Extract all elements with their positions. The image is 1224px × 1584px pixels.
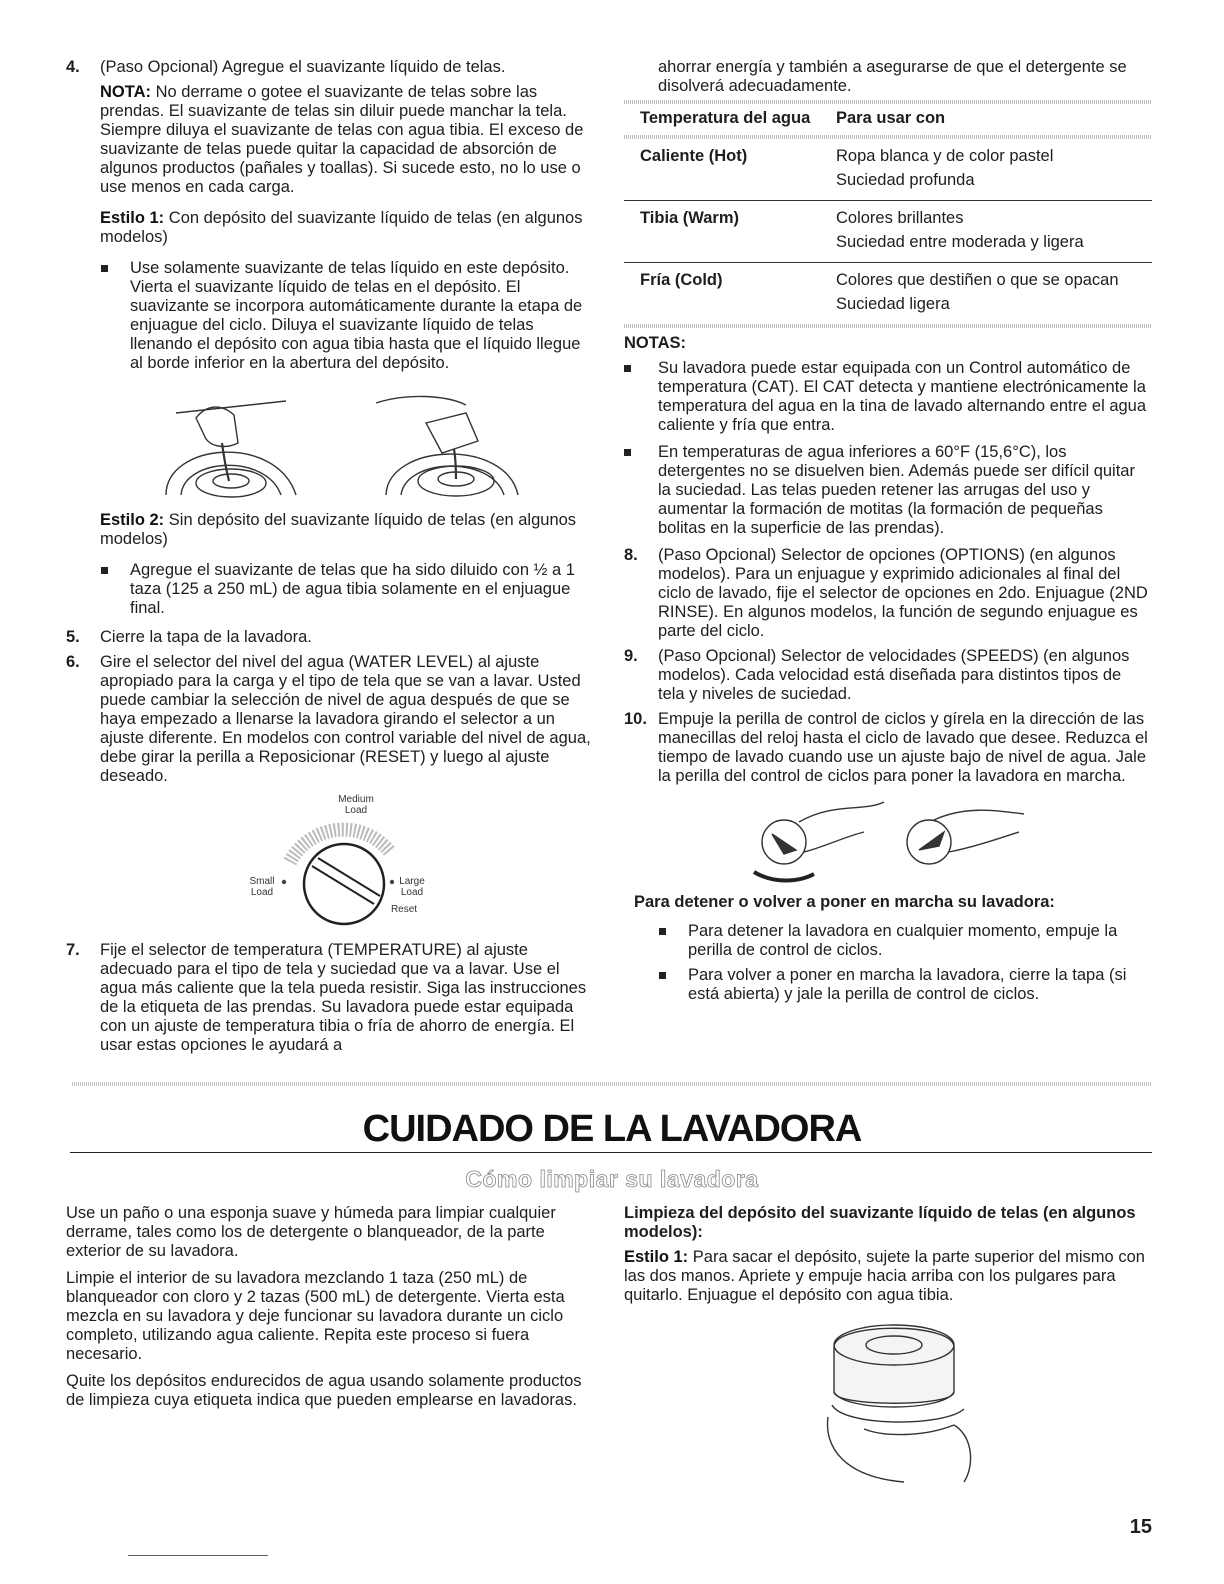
nota-1: Su lavadora puede estar equipada con un Control automático de temperatura (CAT). El CAT detecta y mantiene electrónicamente la temperatura del agua en la tina de lavado alternando entre el agua caliente y fría que entra. — [624, 359, 1152, 435]
page-number: 15 — [1129, 1516, 1152, 1538]
notas-heading: NOTAS: — [624, 334, 687, 352]
section-divider — [72, 1082, 1152, 1086]
table-bottom-divider — [624, 324, 1152, 328]
estilo2-bullet: Agregue el suavizante de telas que ha sido diluido con ½ a 1 taza (125 a 250 mL) de agua tibia solamente en el enjuague final. — [66, 561, 594, 618]
softener-pour-illustration — [126, 383, 586, 503]
step-5: 5. Cierre la tapa de la lavadora. — [66, 628, 312, 646]
step-4: 4. (Paso Opcional) Agregue el suavizante líquido de telas. — [66, 58, 506, 76]
right-column: ahorrar energía y también a asegurarse de que el detergente se disolverá adecuadamente. Temperatura del agua Para usar con Caliente (Hot) Ropa blanca y de color pastel Suciedad profunda Tibia (Warm) Colores brillantes Suciedad entre moderada y ligera Fría (Cold) Colores que destiñen o que se opacan Suciedad ligera NOTAS: Su lavadora puede estar equipada con un Control automático de temperatura (CAT). El CAT detecta y mantiene electrónicamente la temperatura del agua en la tina de lavado alternando entre el agua caliente y fría que entra. En temperaturas de agua inferiores a 60°F (15,6°C), los detergentes no se disuelven bien. Además puede ser difícil quitar la suciedad. Las telas pueden retener las arrugas del uso y aumentar la formación de motitas (la formación de pequeñas bolitas en la superficie de las prendas). 8. (Paso Opcional) Selector de opciones (OPTIONS) (en algunos modelos). Para un enjuague y exprimido adicionales al final del ciclo de lavado, fije el selector de opciones en 2do. Enjuague (2ND RINSE). En algunos modelos, la función de segundo enjuague es parte del ciclo. 9. (Paso Opcional) Selector de velocidades (SPEEDS) (en algunos modelos). Cada velocidad está diseñada para distintos tipos de tela y niveles de suciedad. 10. Empuje la perilla de control de ciclos y gírela en la dirección de las manecillas del reloj hasta el ciclo de lavado que desee. Reduzca el tiempo de lavado cuando use un ajuste bajo de nivel de agua. Jale la perilla del control de ciclos para poner la lavadora en marcha. Para detener o volver a poner en marcha su lavadora: Para detener la lavadora en cualquier momento, empuje la perilla de control de ciclos. Para volver a poner en marcha la lavadora, cierre la tapa (si está abierta) y jale la perilla de control de ciclos. — [624, 58, 1152, 1014]
step-8: 8. (Paso Opcional) Selector de opciones (OPTIONS) (en algunos modelos). Para un enjuague y exprimido adicionales al final del ciclo de lavado, fije el selector de opciones en 2do. Enjuague (2ND RINSE). En algunos modelos, la función de segundo enjuague es parte del ciclo. — [624, 546, 1148, 640]
estilo2-paragraph: Estilo 2: Sin depósito del suavizante líquido de telas (en algunos modelos) — [100, 511, 577, 548]
cleaning-left-column: Use un paño o una esponja suave y húmeda para limpiar cualquier derrame, tales como los de detergente o blanqueador, de la parte exterior de su lavadora. Limpie el interior de su lavadora mezclando 1 taza (250 mL) de blanqueador con cloro y 2 tazas (500 mL) de detergente. Vierta esta mezcla en su lavadora y deje funcionar su lavadora durante un ciclo completo, utilizando agua caliente. Repita este proceso si fuera necesario. Quite los depósitos endurecidos de agua usando solamente productos de limpieza cuya etiqueta indica que pueden emplearse en lavadoras. — [66, 1204, 582, 1409]
table-header: Temperatura del agua Para usar con — [640, 109, 946, 127]
stop-heading: Para detener o volver a poner en marcha su lavadora: — [634, 893, 1055, 911]
knob-push-pull-illustration — [744, 792, 1044, 887]
section-title: CUIDADO DE LA LAVADORA — [362, 1108, 862, 1150]
section-subtitle: Cómo limpiar su lavadora — [465, 1166, 759, 1192]
table-row: Caliente (Hot) Ropa blanca y de color pastel Suciedad profunda — [624, 139, 1152, 201]
dispenser-estilo1: Estilo 1: Para sacar el depósito, sujete la parte superior del mismo con las dos manos. Apriete y empuje hacia arriba con los pulgares para quitarlo. Enjuague el depósito con agua tibia. — [624, 1248, 1145, 1304]
dial-knob — [242, 792, 462, 927]
table-row: Tibia (Warm) Colores brillantes Suciedad entre moderada y ligera — [624, 201, 1152, 263]
nota-paragraph: NOTA: No derrame o gotee el suavizante de telas sobre las prendas. El suavizante de telas sin diluir puede manchar la tela. Siempre diluya el suavizante de telas con agua tibia. El exceso de suavizante de telas puede quitar la capacidad de absorción de algunos productos (pañales y toallas). Si sucede esto, no lo use o use menos en cada carga. — [100, 83, 584, 196]
nota-2: En temperaturas de agua inferiores a 60°F (15,6°C), los detergentes no se disuelven bien. Además puede ser difícil quitar la suciedad. Las telas pueden retener las arrugas del uso y aumentar la formación de motitas (la formación de pequeñas bolitas en la superficie de las prendas). — [624, 443, 1152, 538]
temperature-table — [624, 104, 1152, 324]
step-9: 9. (Paso Opcional) Selector de velocidades (SPEEDS) (en algunos modelos). Cada velocidad está diseñada para distintos tipos de tela y niveles de suciedad. — [624, 647, 1130, 703]
table-row: Fría (Cold) Colores que destiñen o que se opacan Suciedad ligera — [640, 271, 1119, 313]
water-level-dial: Medium Load Small Load Large Load Reset — [242, 792, 462, 927]
stop-bullet-2: Para volver a poner en marcha la lavadora, cierre la tapa (si está abierta) y jale la perilla de control de ciclos. — [624, 966, 1152, 1004]
estilo1-bullet: Use solamente suavizante de telas líquido en este depósito. Vierta el suavizante líquido de telas en el depósito. El suavizante se incorpora automáticamente durante la etapa de enjuague del ciclo. Diluya el suavizante líquido de telas llenando el depósito con agua tibia hasta que el líquido llegue al borde inferior en la abertura del depósito. — [66, 259, 594, 373]
title-rule — [70, 1152, 1152, 1153]
footer-link-line — [128, 1555, 268, 1556]
dispenser-heading: Limpieza del depósito del suavizante líquido de telas (en algunos modelos): — [624, 1204, 1136, 1241]
cleaning-right-column — [624, 1204, 1154, 1487]
estilo1-paragraph: Estilo 1: Con depósito del suavizante líquido de telas (en algunos modelos) — [100, 209, 583, 246]
stop-bullet-1: Para detener la lavadora en cualquier momento, empuje la perilla de control de ciclos. — [624, 922, 1152, 960]
left-column — [66, 58, 594, 1061]
step-6: 6. Gire el selector del nivel del agua (WATER LEVEL) al ajuste apropiado para la carga y el tipo de tela que se van a lavar. Usted puede cambiar la selección de nivel de agua después de que se haya empezado a llenarse la lavadora girando el selector a un ajuste diferente. En modelos con control variable del nivel de agua, debe girar la perilla a Reposicionar (RESET) y luego al ajuste deseado. — [66, 653, 591, 785]
step-7: 7. Fije el selector de temperatura (TEMPERATURE) al ajuste adecuado para el tipo de tela y suciedad que va a lavar. Use el agua más caliente que la tela pueda resistir. Siga las instrucciones de la etiqueta de las prendas. Su lavadora puede estar equipada con un ajuste de temperatura tibia o fría de ahorro de energía. El usar estas opciones le ayudará a — [66, 941, 587, 1054]
dispenser-illustration — [804, 1317, 984, 1487]
step-10: 10. Empuje la perilla de control de ciclos y gírela en la dirección de las manecillas del reloj hasta el ciclo de lavado que desee. Reduzca el tiempo de lavado cuando use un ajuste bajo de nivel de agua. Jale la perilla del control de ciclos para poner la lavadora en marcha. — [624, 710, 1148, 785]
